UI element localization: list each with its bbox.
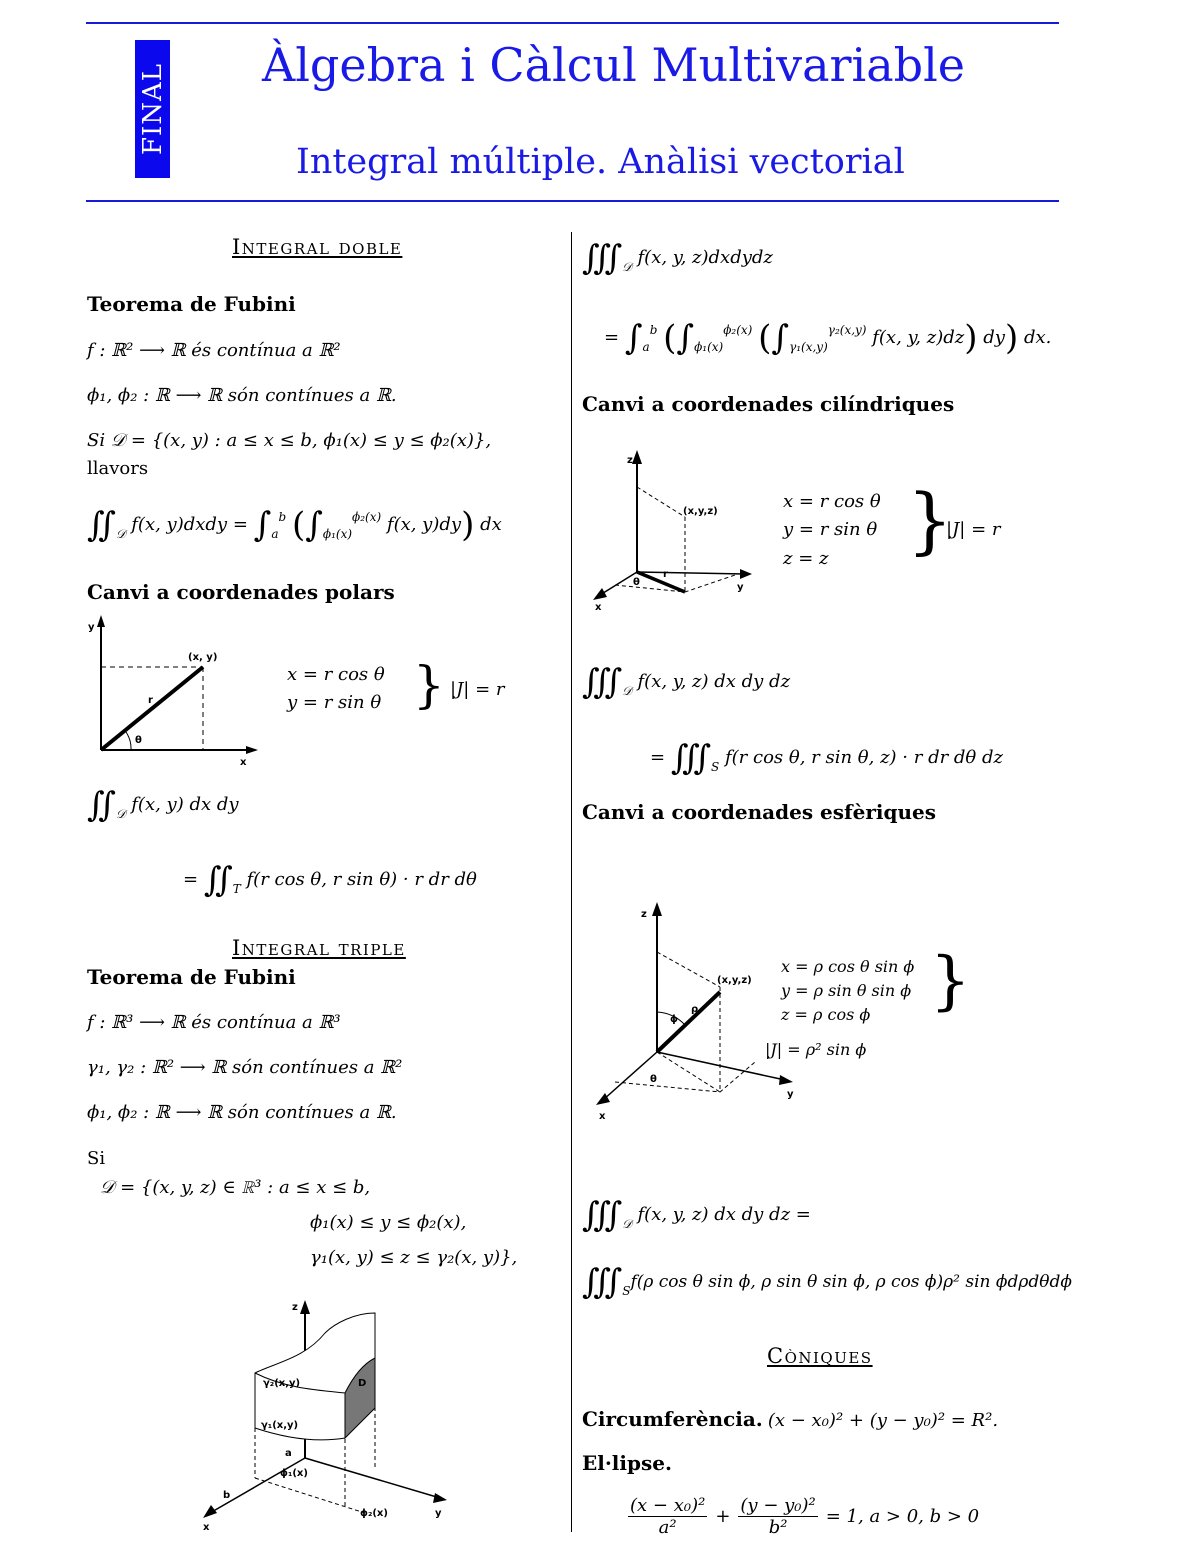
cyl-jacobian: |J| = r xyxy=(946,519,1001,540)
solid-label-gamma1: γ₁(x,y) xyxy=(261,1420,299,1431)
double-integral-lhs: f(x, y)dxdy = xyxy=(131,514,248,535)
sph-integral-1: $∭_𝒟$ f(x, y, z) dx dy dz = xyxy=(582,1195,811,1235)
sph-z-eq: z = ρ cos ϕ xyxy=(781,1005,871,1024)
sph-label-z: z xyxy=(641,909,647,920)
cyl-brace: } xyxy=(907,478,953,562)
polar-label-x: x xyxy=(240,757,247,768)
cyl-label-y: y xyxy=(737,582,744,593)
top-rule xyxy=(86,22,1059,24)
sph-brace: } xyxy=(930,944,971,1018)
polar-label-theta: θ xyxy=(135,735,142,746)
sph-integral-2: $∭_Sf(\rho$ cos θ sin ϕ, ρ sin θ sin ϕ, ρ cos ϕ)ρ² sin ϕdρdθdϕ xyxy=(582,1262,1072,1302)
polar-integral-2: = $∬_T$ f(r cos θ, r sin θ) · r dr dθ xyxy=(183,860,477,900)
section-integral-doble: Integral doble xyxy=(232,235,403,259)
solid-label-gamma2: γ₂(x,y) xyxy=(263,1378,301,1389)
section-integral-triple: Integral triple xyxy=(232,936,406,960)
sph-label-point: (x,y,z) xyxy=(717,975,752,986)
ellipse-tail: = 1, a > 0, b > 0 xyxy=(825,1506,980,1527)
polar-label-point: (x, y) xyxy=(188,652,218,663)
cyl-label-point: (x,y,z) xyxy=(683,506,718,517)
sph-jacobian: |J| = ρ² sin ϕ xyxy=(765,1040,867,1059)
ellipse-num2: (y − y₀)² xyxy=(740,1495,816,1516)
triple-integral-fubini: = $\int_a^b$ ($\int_{\phi_1(x)}^{\phi_2(x)}$ ($\int_{\gamma_1(x,y)}^{\gamma_2(x,y)}$ f(x, y, z)dz) dy) dx. xyxy=(604,318,1052,358)
spherical-heading: Canvi a coordenades esfèriques xyxy=(582,800,937,824)
bottom-rule xyxy=(86,200,1059,202)
ellipse-den2: b² xyxy=(768,1517,788,1538)
sph-label-x: x xyxy=(599,1111,606,1122)
solid-label-a: a xyxy=(285,1448,292,1459)
cyl-label-z: z xyxy=(627,455,633,466)
solid-label-y: y xyxy=(435,1508,442,1519)
domain-definition: Si 𝒟 = {(x, y) : a ≤ x ≤ b, ϕ₁(x) ≤ y ≤ ϕ₂(x)}, xyxy=(87,430,492,451)
polar-diagram xyxy=(88,615,258,770)
final-badge: FINAL xyxy=(135,40,170,178)
cylindrical-diagram xyxy=(585,447,760,612)
sph-x-eq: x = ρ cos θ sin ϕ xyxy=(781,957,915,976)
f3-continuity: f : ℝ³ ⟶ ℝ és contínua a ℝ³ xyxy=(87,1012,341,1033)
polar-jacobian: |J| = r xyxy=(450,679,505,700)
cylindrical-heading: Canvi a coordenades cilíndriques xyxy=(582,392,955,416)
cyl-label-r: r xyxy=(663,569,668,580)
section-coniques: Còniques xyxy=(767,1344,873,1368)
polar-x-eq: x = r cos θ xyxy=(287,664,385,685)
circumference-eq: (x − x₀)² + (y − y₀)² = R². xyxy=(767,1410,999,1431)
polar-label-y: y xyxy=(88,622,95,633)
cyl-label-theta: θ xyxy=(633,577,640,588)
solid-label-phi1: ϕ₁(x) xyxy=(280,1468,308,1479)
f-continuity: f : ℝ² ⟶ ℝ és contínua a ℝ² xyxy=(87,340,341,361)
solid-label-z: z xyxy=(292,1302,298,1313)
solid-label-D: D xyxy=(358,1378,367,1389)
fubini-heading-double: Teorema de Fubini xyxy=(87,292,296,316)
cyl-integral-1: $∭_𝒟$ f(x, y, z) dx dy dz xyxy=(582,662,791,702)
cyl-z-eq: z = z xyxy=(783,548,829,569)
cyl-integral-2: = $∭_S$ f(r cos θ, r sin θ, z) · r dr dθ dz xyxy=(650,738,1003,778)
double-integral-inner: f(x, y)dy xyxy=(386,514,462,535)
phi-continuity-2: ϕ₁, ϕ₂ : ℝ ⟶ ℝ són contínues a ℝ. xyxy=(87,1102,397,1123)
polar-brace: } xyxy=(413,656,445,714)
phi-continuity: ϕ₁, ϕ₂ : ℝ ⟶ ℝ són contínues a ℝ. xyxy=(87,385,397,406)
domain3-line1: 𝒟 = {(x, y, z) ∈ ℝ³ : a ≤ x ≤ b, xyxy=(100,1177,371,1198)
triple-integral-inner: f(x, y, z)dz xyxy=(872,327,965,348)
sph-label-theta: θ xyxy=(650,1074,657,1085)
fubini-heading-triple: Teorema de Fubini xyxy=(87,965,296,989)
ellipse-den1: a² xyxy=(658,1517,677,1538)
solid-label-b: b xyxy=(223,1490,231,1501)
ellipse-label: El·lipse. xyxy=(582,1451,672,1475)
triple-integral-lhs: $∭_𝒟$ f(x, y, z)dxdydz xyxy=(582,238,773,278)
gamma-continuity: γ₁, γ₂ : ℝ² ⟶ ℝ són contínues a ℝ² xyxy=(87,1057,403,1078)
spherical-diagram xyxy=(585,897,810,1122)
triple-region-diagram xyxy=(195,1298,465,1533)
solid-label-phi2: ϕ₂(x) xyxy=(360,1508,388,1519)
page-subtitle: Integral múltiple. Anàlisi vectorial xyxy=(296,142,905,182)
cyl-label-x: x xyxy=(595,602,602,613)
ellipse-num1: (x − x₀)² xyxy=(630,1495,706,1516)
circumference-label: Circumferència. xyxy=(582,1407,763,1431)
polar-y-eq: y = r sin θ xyxy=(287,692,382,713)
sph-label-y: y xyxy=(787,1089,794,1100)
sph-label-phi: ϕ xyxy=(670,1014,678,1025)
column-separator xyxy=(571,232,572,1532)
polar-heading: Canvi a coordenades polars xyxy=(87,580,395,604)
domain3-line3: γ₁(x, y) ≤ z ≤ γ₂(x, y)}, xyxy=(310,1247,518,1268)
cyl-x-eq: x = r cos θ xyxy=(783,491,881,512)
domain3-line2: ϕ₁(x) ≤ y ≤ ϕ₂(x), xyxy=(310,1212,467,1233)
llavors-text: llavors xyxy=(87,458,149,479)
double-integral-formula: $∬_𝒟$ f(x, y)dxdy = $\int_a^b$ ($\int_{\phi_1(x)}^{\phi_2(x)}$ f(x, y)dy) dx xyxy=(87,505,502,545)
solid-label-x: x xyxy=(203,1522,210,1533)
si-text: Si xyxy=(87,1148,106,1169)
ellipse-eq: (x − x₀)² a² + $\frac{\text{(y − y₀)²}}{\text{b²}}$ = 1, a > 0, b > 0 xyxy=(630,1495,980,1538)
triple-integral-dy: dy xyxy=(983,327,1005,348)
sph-label-rho: ρ xyxy=(691,1004,699,1015)
sph-y-eq: y = ρ sin θ sin ϕ xyxy=(781,981,912,1000)
page-title: Àlgebra i Càlcul Multivariable xyxy=(262,38,966,92)
triple-integral-dx: dx. xyxy=(1023,327,1052,348)
polar-integral-1: $∬_𝒟$ f(x, y) dx dy xyxy=(87,785,239,825)
circumference-line xyxy=(582,1407,998,1431)
cyl-y-eq: y = r sin θ xyxy=(783,519,878,540)
double-integral-dx: dx xyxy=(480,514,502,535)
polar-label-r: r xyxy=(148,695,153,706)
